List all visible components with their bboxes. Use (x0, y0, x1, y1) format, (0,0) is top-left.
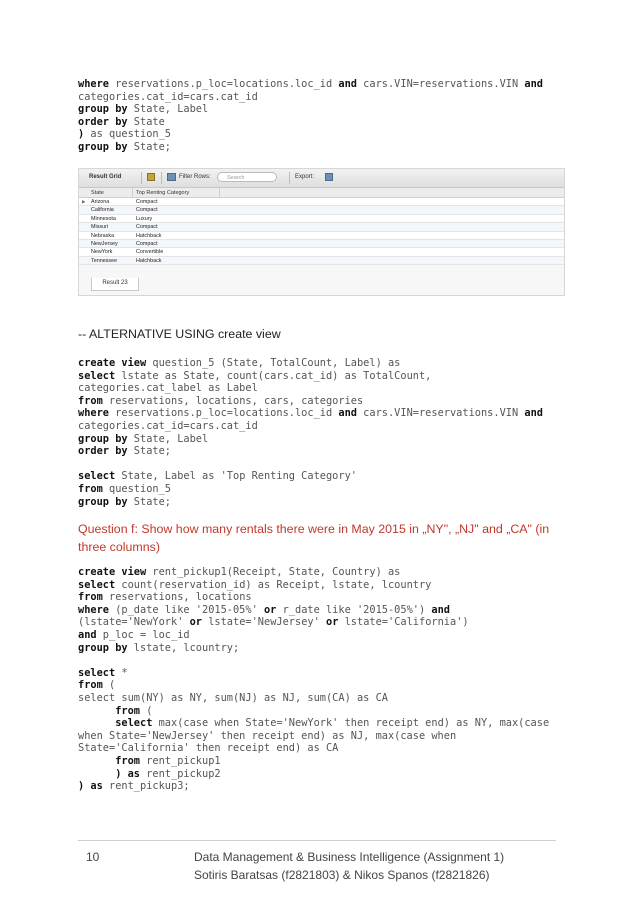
table-row (79, 240, 564, 248)
sql-keyword: and (431, 603, 450, 616)
sql-keyword: select (78, 369, 116, 382)
sql-keyword: ) as (115, 767, 141, 780)
code-line (78, 780, 190, 792)
sql-keyword: or (326, 616, 339, 629)
code-line (78, 407, 543, 419)
sql-text: rent_pickup1 (140, 754, 221, 767)
question-f-line-1: Question f: Show how many rentals there were in May 2015 in „NY", „NJ" and „CA" (in (78, 522, 550, 536)
sql-text: State; (127, 445, 172, 458)
result-grid-header (79, 188, 564, 198)
sql-keyword: select (115, 717, 153, 730)
sql-keyword: group by (78, 495, 128, 508)
sql-text: rent_pickup3; (102, 780, 190, 793)
question-f-heading (78, 520, 558, 556)
sql-text: count(reservation_id) as Receipt, lstate, lcountry (115, 578, 432, 591)
sql-code-block-1 (78, 78, 543, 154)
sql-keyword: select (78, 578, 116, 591)
sql-text: reservations, locations (102, 591, 252, 604)
code-line (78, 91, 258, 103)
sql-text: ( (140, 704, 153, 717)
sql-keyword: select (78, 470, 116, 483)
filter-rows-label: Filter Rows: (179, 174, 211, 180)
cell-category: Convertible (136, 249, 164, 256)
cell-category: Hatchback (136, 232, 162, 239)
row-pointer-icon: ▶ (82, 199, 86, 204)
export-icon (325, 173, 333, 181)
code-line (78, 768, 221, 780)
sql-keyword: from (78, 679, 103, 692)
result-grid-toolbar (79, 169, 564, 188)
footer-divider (78, 840, 556, 841)
sql-keyword: and (524, 78, 543, 90)
cell-state: Tennessee (91, 257, 118, 264)
toolbar-separator (141, 172, 142, 184)
sql-text: r_date like '2015-05%') (276, 603, 432, 616)
result-grid-label: Result Grid (89, 174, 122, 180)
sql-keyword: and (78, 628, 97, 641)
cell-category: Compact (136, 207, 158, 214)
sql-text: State (127, 115, 165, 128)
code-line (78, 445, 171, 457)
code-line (78, 420, 258, 432)
sql-text: as question_5 (84, 128, 171, 141)
filter-icon (167, 173, 176, 181)
sql-text: when State='NewJersey' then receipt end) as NJ, max(case when (78, 729, 457, 742)
cell-category: Luxury (136, 215, 153, 222)
sql-keyword: from (115, 704, 141, 717)
sql-text: reservations, locations, cars, categories (102, 394, 364, 407)
sql-text: State, Label (127, 432, 209, 445)
sql-text: lstate='NewJersey' (202, 616, 326, 629)
code-line (78, 357, 400, 369)
export-label: Export: (295, 174, 315, 180)
toolbar-separator (289, 172, 290, 184)
result-tab: Result 23 (91, 278, 139, 291)
cell-state: Missuri (91, 224, 109, 231)
sql-text: cars.VIN=reservations.VIN (356, 78, 525, 90)
code-line (78, 616, 469, 628)
footer-title: Data Management & Business Intelligence (Assignment 1) (194, 850, 505, 864)
sql-keyword: from (115, 754, 141, 767)
sql-keyword: group by (78, 432, 128, 445)
code-line (78, 566, 400, 578)
sql-text (78, 717, 115, 729)
sql-text: max(case when State='NewYork' then receipt end) as NY, max(case (152, 717, 550, 730)
footer-authors: Sotiris Baratsas (f2821803) & Nikos Spanos (f2821826) (194, 868, 490, 882)
sql-text: question_5 (102, 482, 172, 495)
sql-text: lstate='California') (338, 616, 469, 629)
code-line (78, 141, 171, 153)
cell-state: Nebraska (91, 232, 115, 239)
sql-keyword: and (524, 407, 543, 420)
code-line (78, 742, 338, 754)
sql-keyword: from (78, 394, 103, 407)
result-grid-rows (79, 198, 564, 265)
sql-text (78, 768, 115, 780)
sql-text: rent_pickup2 (140, 767, 221, 780)
cell-state: California (91, 207, 114, 214)
cell-category: Compact (136, 240, 158, 247)
alternative-heading: -- ALTERNATIVE USING create view (78, 327, 281, 341)
code-line (78, 483, 171, 495)
code-line (78, 629, 190, 641)
code-line (78, 642, 239, 654)
sql-keyword: where (78, 407, 109, 420)
column-separator (132, 188, 133, 197)
sql-keyword: or (263, 603, 277, 616)
sql-keyword: create view (78, 357, 147, 369)
sql-text: reservations.p_loc=locations.loc_id (109, 78, 339, 90)
code-line (78, 604, 450, 616)
sql-keyword: where (78, 78, 109, 90)
sql-keyword: from (78, 591, 103, 604)
sql-text: * (115, 666, 128, 679)
table-row (79, 248, 564, 256)
sql-text: ( (102, 679, 116, 692)
code-line (78, 755, 221, 767)
code-line (78, 395, 363, 407)
code-line (78, 78, 543, 90)
toolbar-separator (161, 172, 162, 184)
sql-keyword: group by (78, 140, 128, 153)
sql-text: (p_date like '2015-05%' (109, 603, 264, 616)
sql-text: State; (127, 495, 172, 508)
code-line (78, 692, 388, 704)
code-line (78, 717, 549, 729)
sql-text: State, Label (127, 103, 209, 116)
sql-text: State; (127, 140, 172, 153)
filter-search-input: Search (217, 172, 277, 182)
code-line (78, 128, 171, 140)
cell-category: Hatchback (136, 257, 162, 264)
code-line (78, 370, 431, 382)
question-f-line-2: three columns) (78, 540, 160, 554)
table-row (79, 198, 564, 206)
cell-state: NewJersey (91, 240, 118, 247)
sql-code-block-3 (78, 566, 549, 793)
sql-text: reservations.p_loc=locations.loc_id (109, 407, 339, 420)
cell-category: Compact (136, 224, 158, 231)
column-header-state: State (91, 189, 104, 196)
code-line (78, 470, 357, 482)
sql-keyword: select (78, 666, 116, 679)
sql-keyword: and (338, 78, 357, 90)
sql-keyword: ) as (78, 780, 103, 793)
table-row (79, 232, 564, 240)
sql-keyword: and (338, 407, 357, 420)
sql-text: p_loc = loc_id (96, 628, 190, 641)
sql-keyword: from (78, 482, 103, 495)
table-row (79, 223, 564, 231)
sql-keyword: group by (78, 103, 128, 116)
sql-text (78, 755, 115, 767)
cell-state: Minnesota (91, 215, 116, 222)
sql-keyword: ) (78, 128, 85, 141)
table-row (79, 215, 564, 223)
code-line (78, 579, 431, 591)
sql-text: rent_pickup1(Receipt, State, Country) as (146, 566, 401, 578)
table-row (79, 257, 564, 265)
cell-state: NewYork (91, 249, 113, 256)
grid-view-icon (147, 173, 155, 181)
code-line (78, 705, 152, 717)
column-header-category: Top Renting Category (136, 189, 190, 196)
result-grid-screenshot (78, 168, 565, 296)
sql-text: question_5 (State, TotalCount, Label) as (146, 357, 401, 369)
code-line (78, 433, 208, 445)
sql-text: select sum(NY) as NY, sum(NJ) as NJ, sum(CA) as CA (78, 691, 388, 704)
sql-keyword: order by (78, 445, 128, 458)
code-line (78, 679, 115, 691)
code-line (78, 103, 208, 115)
sql-text: categories.cat_label as Label (78, 382, 258, 395)
sql-text: State, Label as 'Top Renting Category' (115, 470, 357, 483)
cell-category: Compact (136, 199, 158, 205)
sql-text: cars.VIN=reservations.VIN (356, 407, 525, 420)
column-separator (219, 188, 220, 197)
code-line (78, 667, 128, 679)
sql-text: categories.cat_id=cars.cat_id (78, 90, 258, 103)
code-line (78, 591, 252, 603)
sql-code-block-2 (78, 357, 543, 508)
cell-state: Arizona (91, 199, 110, 205)
sql-text: lstate as State, count(cars.cat_id) as TotalCount, (115, 369, 432, 382)
sql-text (78, 705, 115, 717)
sql-text: State='California' then receipt end) as CA (78, 742, 339, 755)
code-line (78, 382, 258, 394)
table-row (79, 206, 564, 214)
page-number: 10 (86, 850, 100, 864)
sql-text: lstate, lcountry; (127, 641, 240, 654)
code-line (78, 116, 165, 128)
sql-keyword: or (189, 616, 202, 629)
sql-text: (lstate='NewYork' (78, 616, 190, 629)
sql-keyword: create view (78, 566, 147, 578)
sql-keyword: where (78, 603, 109, 616)
sql-keyword: order by (78, 115, 128, 128)
code-line (78, 730, 456, 742)
sql-keyword: group by (78, 641, 128, 654)
code-line (78, 496, 171, 508)
sql-text: categories.cat_id=cars.cat_id (78, 419, 258, 432)
